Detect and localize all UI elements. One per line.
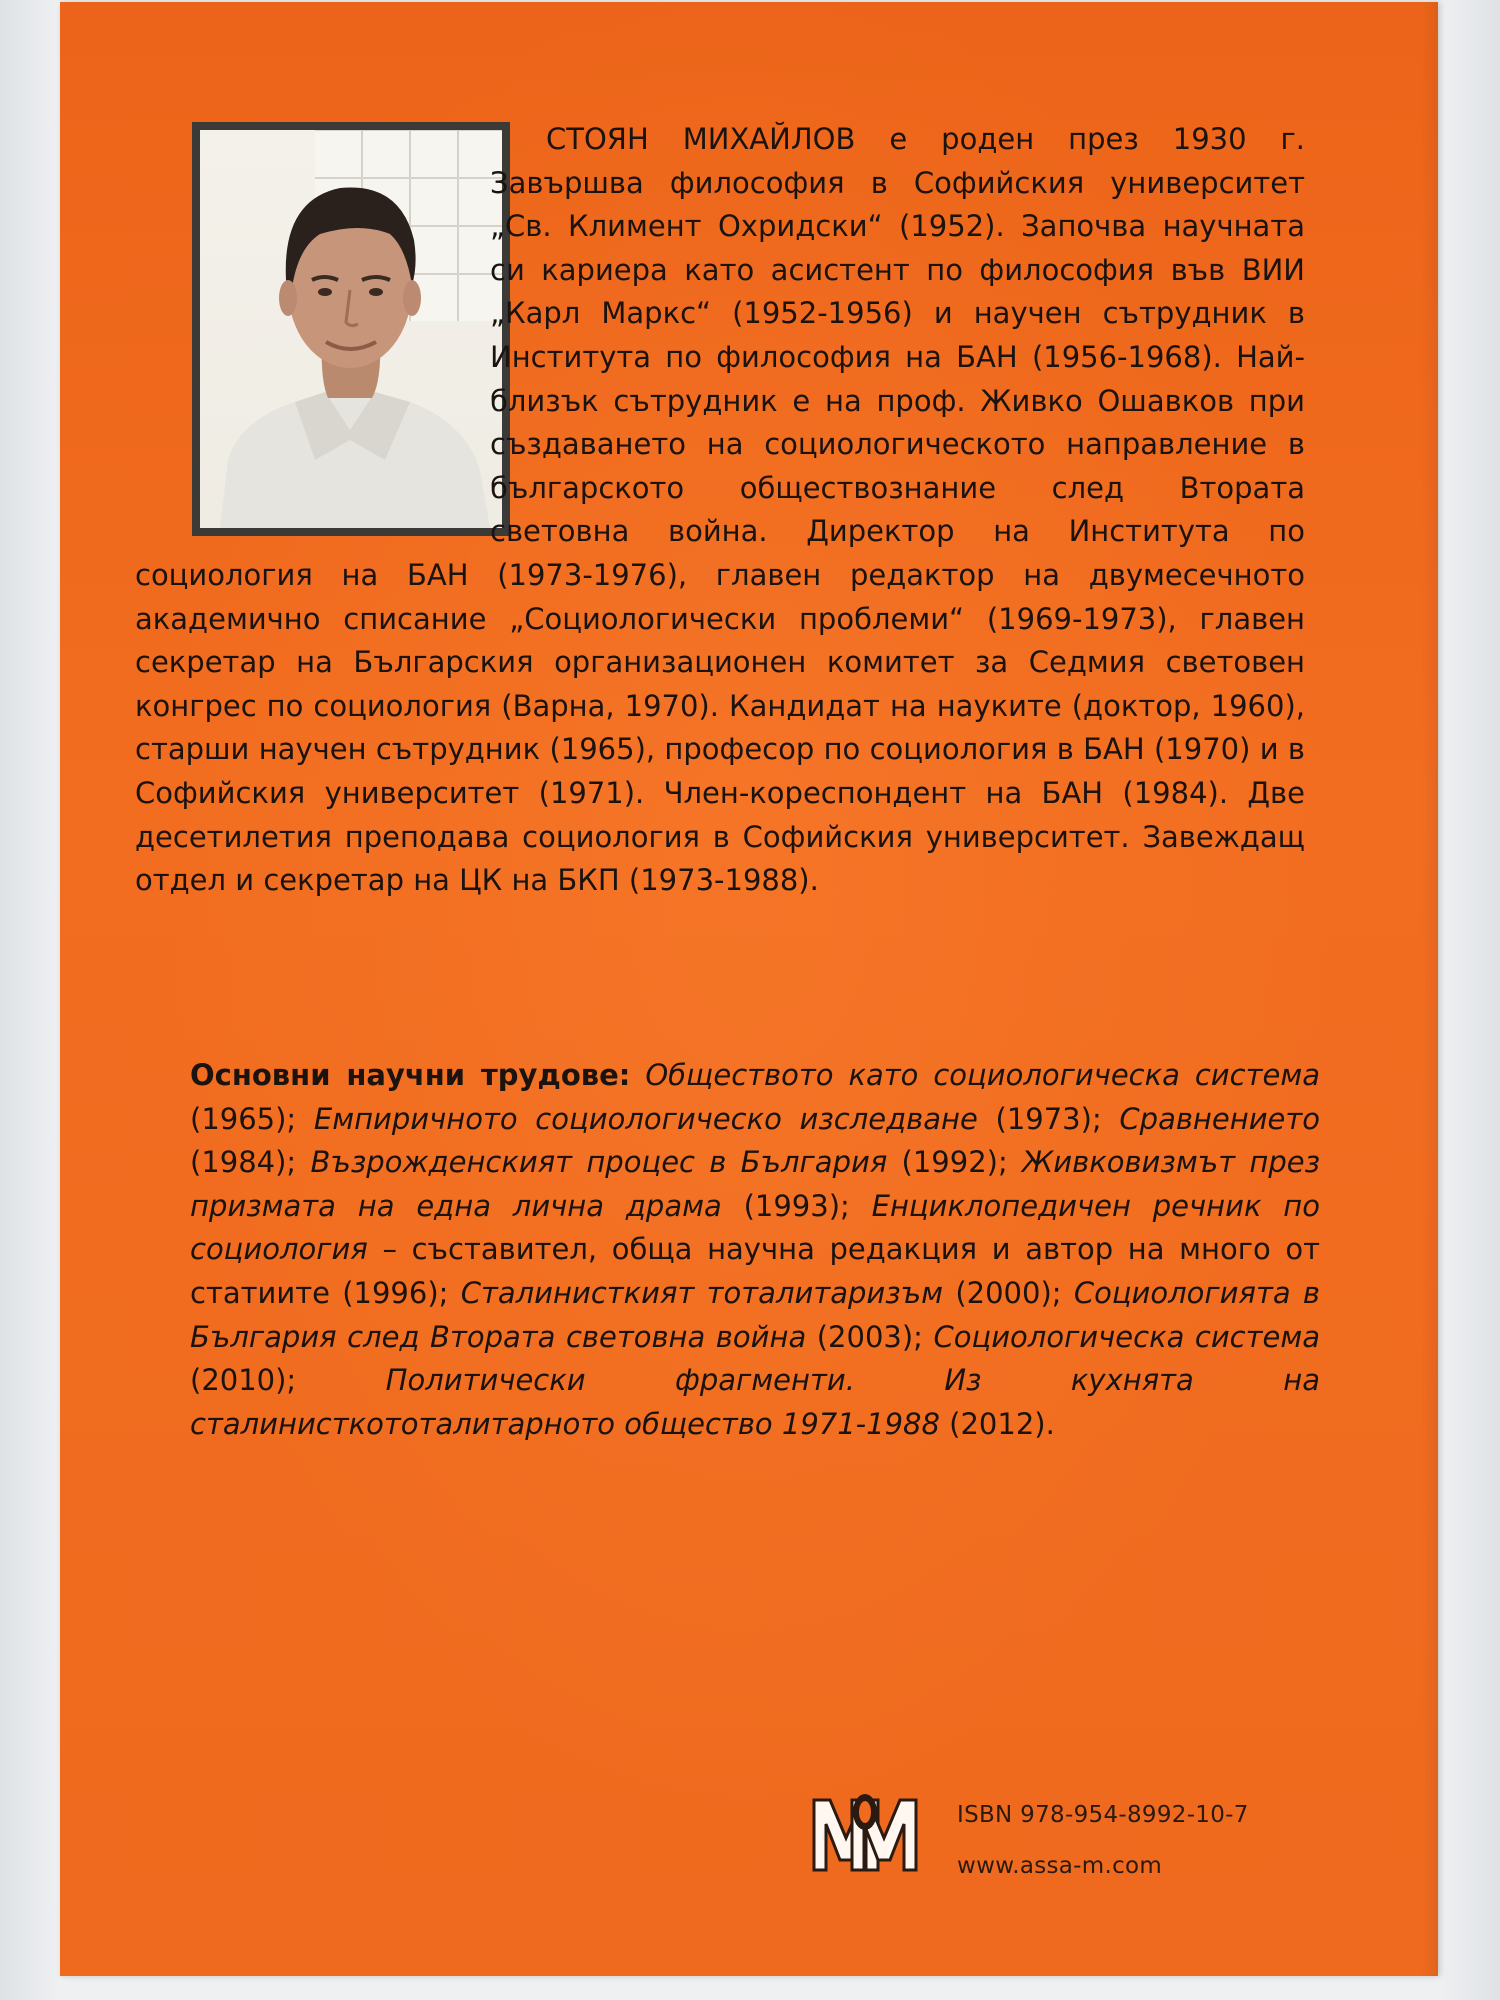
work-title: Енциклопедичен речник по социология [190,1188,1320,1267]
work-title: Емпиричното социологическо изследване [313,1101,978,1136]
author-biography [135,118,1305,903]
work-title: Живковизмът през призмата на една лична драма [190,1145,1320,1223]
work-year: (2012). [939,1406,1055,1441]
main-works [190,1054,1320,1446]
work-year: (2003); [806,1319,934,1354]
work-year: (1992); [887,1145,1023,1180]
work-title: Обществото като социологическа система [645,1058,1320,1092]
biography-text: СТОЯН МИХАЙЛОВ е роден през 1930 г. Завършва философия в Софийския университет „Св. Климент Охридски“ (1952). Започва научната си кариера като асистент по философия във ВИИ „Карл Маркс“ (1952-1956) и научен сътрудник в Института по философия на БАН (1956-1968). Най-близък сътрудник е на проф. Живко Ошавков при създаването на социологическото направление в българското обществознание след Втората световна война. Директор на Института по социология на БАН (1973-1976), главен редактор на двумесечното академично списание „Социологически проблеми“ (1969-1973), главен секретар на Българския организационен комитет за Седмия световен конгрес по социология (Варна, 1970). Кандидат на науките (доктор, 1960), старши научен сътрудник (1965), професор по социология в БАН (1970) и в Софийския университет (1971). Член-кореспондент на БАН (1984). Две десетилетия преподава социология в Софийския университет. Завеждащ отдел и секретар на ЦК на БКП (1973-1988). [135,122,1305,898]
works-list [190,1058,1320,1441]
cover-edge [1420,2,1438,1976]
main-works-heading: Основни научни трудове: [190,1058,631,1092]
work-title: Сталинисткият тоталитаризъм [460,1275,944,1310]
work-title: Социологията в България след Втората световна война [190,1275,1320,1354]
main-works-paragraph [190,1054,1320,1446]
svg-text:М: М [864,1877,866,1878]
work-title: Възрожденският процес в България [310,1145,888,1180]
work-year: (1965); [190,1101,314,1136]
isbn-label: ISBN 978-954-8992-10-7 [957,1802,1249,1828]
publisher-logo [808,1782,922,1878]
work-year: (2010); [190,1363,386,1398]
work-title: Сравнението [1119,1101,1321,1136]
work-year: – съставител, обща научна редакция и автор на много от статиите (1996); [190,1232,1320,1310]
work-year: (1993); [721,1188,872,1223]
work-title: Политически фрагменти. Из кухнята на сталинисткототалитарното общество 1971-1988 [190,1363,1321,1441]
work-year: (1973); [977,1101,1120,1136]
work-year: (2000); [943,1275,1074,1310]
photo-spacer [135,118,460,550]
work-year: (1984); [190,1145,311,1180]
work-title: Социологическа система [933,1319,1320,1354]
publisher-website: www.assa-m.com [957,1853,1163,1879]
